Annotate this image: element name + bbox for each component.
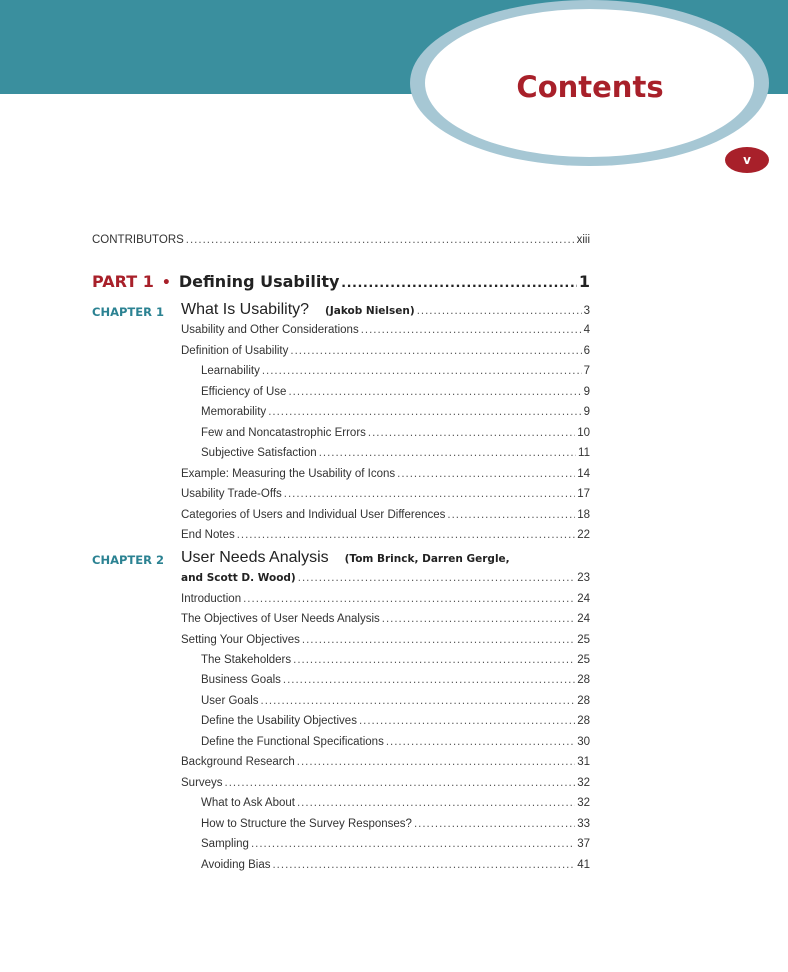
toc-entry-title: Subjective Satisfaction: [201, 447, 317, 459]
page-title: Contents: [516, 70, 664, 104]
toc-entry-title: Learnability: [201, 365, 260, 377]
dot-leader: [288, 386, 581, 398]
toc-entry-title: Example: Measuring the Usability of Icons: [181, 468, 396, 480]
toc-entry-title: Setting Your Objectives: [181, 634, 300, 646]
dot-leader: [297, 756, 575, 768]
toc-entry-title: Usability and Other Considerations: [181, 324, 359, 336]
toc-entry-title: Background Research: [181, 756, 295, 768]
toc-entry-page: 32: [577, 777, 590, 789]
toc-entry-page: 22: [577, 529, 590, 541]
dot-leader: [414, 818, 575, 830]
dot-leader: [293, 654, 575, 666]
toc-part-1[interactable]: [92, 272, 590, 292]
toc-entry-contributors[interactable]: [92, 234, 590, 246]
toc-entry-page: 9: [583, 406, 590, 418]
toc-entry[interactable]: [181, 324, 590, 336]
toc-entry-title: The Stakeholders: [201, 654, 292, 666]
toc-entry-title: Introduction: [181, 593, 242, 605]
chapter-page: 23: [577, 572, 590, 584]
toc-entry-page: 24: [577, 613, 590, 625]
toc-entry-page: 6: [583, 345, 590, 357]
toc-entry-title: What to Ask About: [201, 797, 295, 809]
toc-entry-title: Few and Noncatastrophic Errors: [201, 427, 366, 439]
toc-entry-title: Define the Usability Objectives: [201, 715, 357, 727]
toc-entry[interactable]: [201, 654, 590, 666]
toc-entry-page: 4: [583, 324, 590, 336]
toc-entry-page: 14: [577, 468, 590, 480]
toc-entry[interactable]: [201, 406, 590, 418]
dot-leader: [268, 406, 581, 418]
dot-leader: [186, 234, 575, 246]
dot-leader: [397, 468, 575, 480]
toc-entry-page: xiii: [576, 234, 590, 246]
toc-entry[interactable]: [181, 777, 590, 789]
chapter-2-label: CHAPTER 2: [92, 553, 164, 567]
chapter-title: What Is Usability?: [181, 301, 310, 318]
dot-leader: [290, 345, 581, 357]
toc-entry[interactable]: [201, 447, 590, 459]
part-title: Defining Usability: [178, 272, 340, 291]
dot-leader: [382, 613, 575, 625]
dot-leader: [341, 274, 576, 292]
page-number-badge: v: [725, 147, 769, 173]
toc-entry-page: 28: [577, 715, 590, 727]
toc-entry[interactable]: [181, 613, 590, 625]
toc-entry[interactable]: [201, 736, 590, 748]
toc-entry-title: Categories of Users and Individual User Differences: [181, 509, 446, 521]
part-bullet: •: [161, 275, 171, 291]
toc-entry-page: 25: [577, 634, 590, 646]
toc-entry[interactable]: [181, 529, 590, 541]
toc-entry-page: 28: [577, 674, 590, 686]
toc-entry[interactable]: [201, 427, 590, 439]
dot-leader: [368, 427, 575, 439]
toc-chapter-1[interactable]: [181, 301, 590, 319]
dot-leader: [262, 365, 582, 377]
toc-entry-title: Surveys: [181, 777, 223, 789]
toc-entry[interactable]: [181, 509, 590, 521]
toc-entry-page: 30: [577, 736, 590, 748]
toc-entry[interactable]: [181, 593, 590, 605]
dot-leader: [417, 305, 582, 317]
dot-leader: [243, 593, 575, 605]
toc-chapter-2[interactable]: [181, 549, 590, 567]
toc-entry[interactable]: [201, 818, 590, 830]
dot-leader: [319, 447, 576, 459]
toc-entry-page: 41: [577, 859, 590, 871]
toc-entry[interactable]: [181, 468, 590, 480]
toc-entry-title: Efficiency of Use: [201, 386, 287, 398]
toc-entry-title: User Goals: [201, 695, 259, 707]
toc-entry-page: 25: [577, 654, 590, 666]
toc-entry-title: Avoiding Bias: [201, 859, 271, 871]
dot-leader: [283, 674, 575, 686]
toc-entry-title: Definition of Usability: [181, 345, 289, 357]
dot-leader: [447, 509, 575, 521]
toc-entry[interactable]: [181, 488, 590, 500]
toc-entry-page: 37: [577, 838, 590, 850]
dot-leader: [272, 859, 575, 871]
toc-entry-page: 31: [577, 756, 590, 768]
toc-entry-page: 10: [577, 427, 590, 439]
part-label: PART 1: [92, 272, 154, 291]
toc-entry-page: 18: [577, 509, 590, 521]
chapter-page: 3: [583, 305, 590, 317]
toc-entry-page: 24: [577, 593, 590, 605]
chapter-authors: (Jakob Nielsen): [325, 305, 415, 317]
chapter-authors-continued: and Scott D. Wood): [181, 572, 296, 584]
toc-entry[interactable]: [201, 386, 590, 398]
chapter-authors: (Tom Brinck, Darren Gergle,: [344, 553, 510, 565]
toc-entry-title: CONTRIBUTORS: [92, 234, 184, 246]
toc-entry[interactable]: [201, 797, 590, 809]
chapter-1-label: CHAPTER 1: [92, 305, 164, 319]
dot-leader: [251, 838, 575, 850]
toc-entry-title: Sampling: [201, 838, 249, 850]
dot-leader: [386, 736, 575, 748]
dot-leader: [361, 324, 582, 336]
dot-leader: [359, 715, 575, 727]
toc-entry-title: How to Structure the Survey Responses?: [201, 818, 412, 830]
toc-entry[interactable]: [181, 756, 590, 768]
chapter-title: User Needs Analysis: [181, 549, 329, 566]
toc-entry-page: 11: [578, 447, 590, 459]
toc-entry[interactable]: [181, 634, 590, 646]
dot-leader: [297, 797, 575, 809]
toc-entry[interactable]: [181, 345, 590, 357]
toc-entry[interactable]: [201, 859, 590, 871]
toc-entry-title: End Notes: [181, 529, 235, 541]
dot-leader: [237, 529, 576, 541]
toc-entry-page: 33: [577, 818, 590, 830]
dot-leader: [302, 634, 575, 646]
toc-entry-page: 32: [577, 797, 590, 809]
toc-entry[interactable]: [201, 365, 590, 377]
dot-leader: [298, 572, 575, 584]
toc-entry-title: Business Goals: [201, 674, 281, 686]
toc-entry[interactable]: [201, 674, 590, 686]
toc-entry-page: 9: [583, 386, 590, 398]
part-page: 1: [578, 272, 590, 291]
toc-entry[interactable]: [201, 715, 590, 727]
toc-entry-title: Usability Trade-Offs: [181, 488, 282, 500]
toc-entry-page: 7: [583, 365, 590, 377]
dot-leader: [225, 777, 576, 789]
toc-entry[interactable]: [201, 695, 590, 707]
dot-leader: [261, 695, 576, 707]
toc-entry-title: The Objectives of User Needs Analysis: [181, 613, 380, 625]
toc-chapter-2-continued[interactable]: [181, 572, 590, 584]
toc-entry-title: Memorability: [201, 406, 267, 418]
toc-entry[interactable]: [201, 838, 590, 850]
toc-entry-title: Define the Functional Specifications: [201, 736, 384, 748]
toc-entry-page: 28: [577, 695, 590, 707]
toc-entry-page: 17: [577, 488, 590, 500]
dot-leader: [284, 488, 575, 500]
